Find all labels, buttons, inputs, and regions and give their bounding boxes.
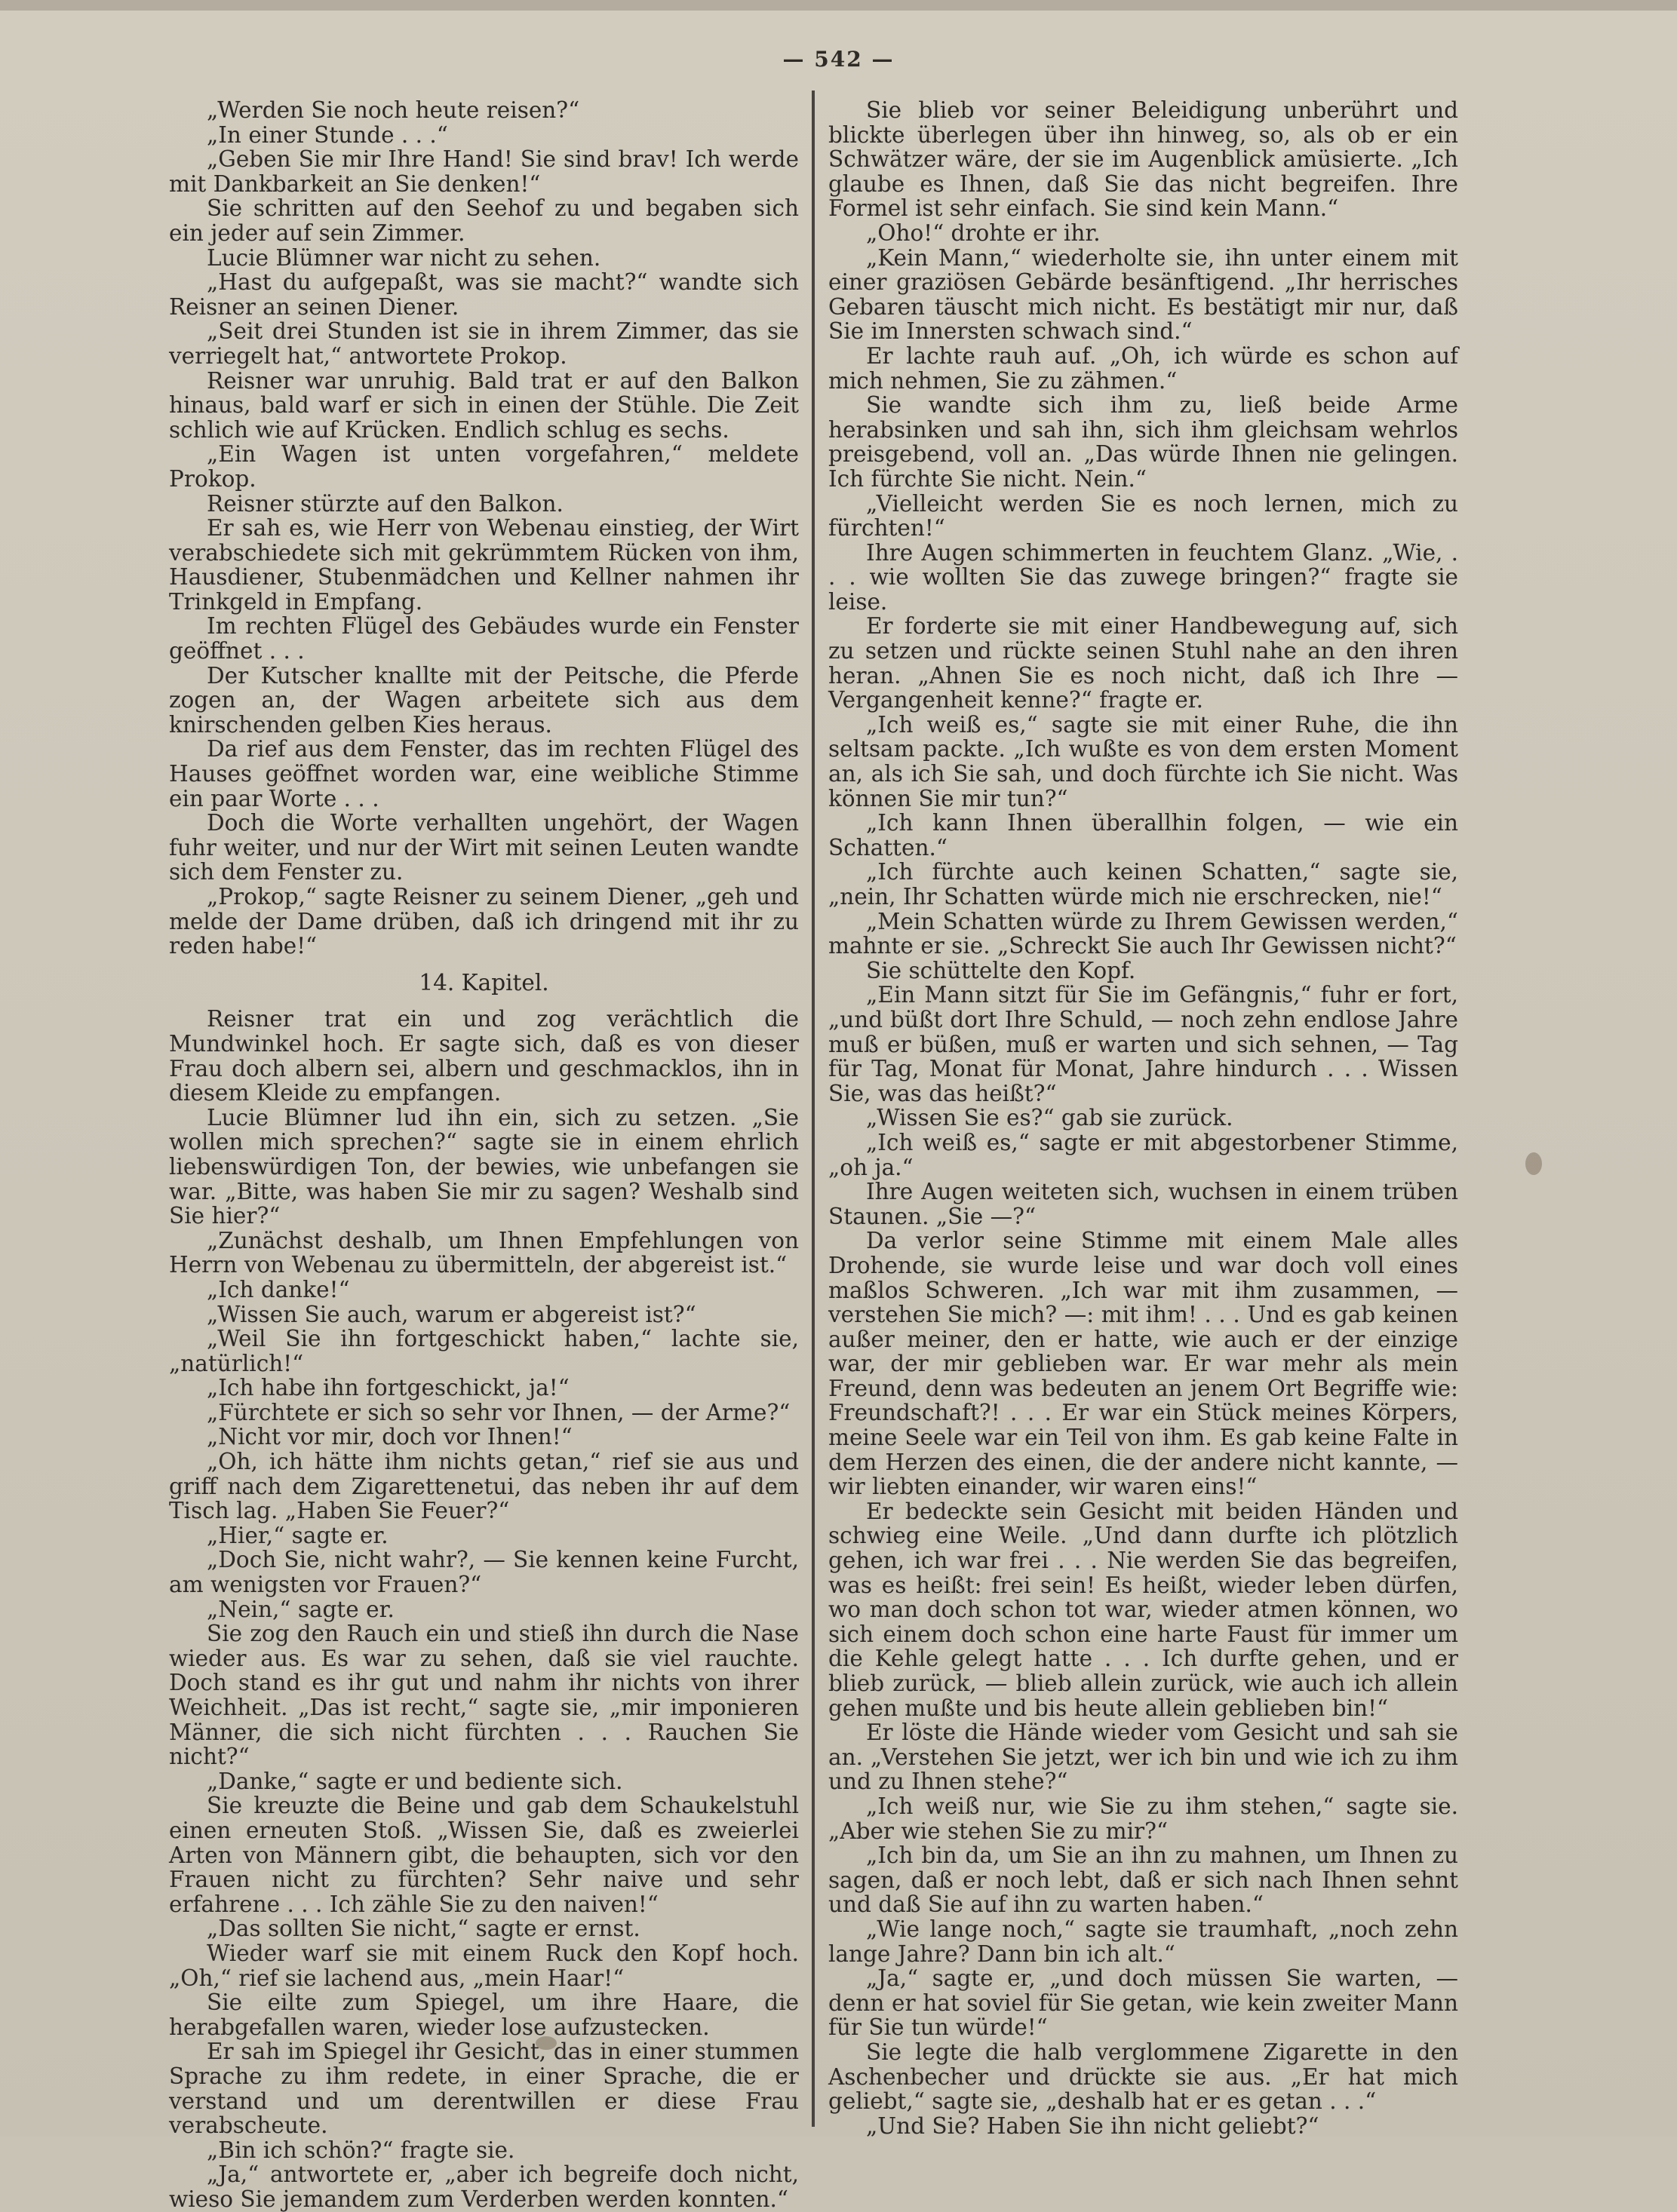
paragraph: Sie kreuzte die Beine und gab dem Schaukelstuhl einen erneuten Stoß. „Wissen Sie, daß es zweierlei Arten von Männern gibt, die behaupten, sich vor den Frauen nicht zu fürchten? Sehr naive und sehr erfahrene . . . Ich zähle Sie zu den naiven!“ xyxy=(169,1793,799,1917)
paper-stain xyxy=(1525,1152,1542,1175)
right-column xyxy=(828,98,1458,2138)
paragraph: „Wie lange noch,“ sagte sie traumhaft, „noch zehn lange Jahre? Dann bin ich alt.“ xyxy=(828,1916,1458,1967)
paragraph: Sie legte die halb verglommene Zigarette in den Aschenbecher und drückte sie aus. „Er hat mich geliebt,“ sagte sie, „deshalb hat er es getan . . .“ xyxy=(828,2039,1458,2115)
paragraph: Sie schritten auf den Seehof zu und begaben sich ein jeder auf sein Zimmer. xyxy=(169,195,799,246)
paragraph: Ihre Augen weiteten sich, wuchsen in einem trüben Staunen. „Sie —?“ xyxy=(828,1179,1458,1229)
paragraph: „Wissen Sie auch, warum er abgereist ist?“ xyxy=(207,1301,696,1327)
paragraph: Doch die Worte verhallten ungehört, der Wagen fuhr weiter, und nur der Wirt mit seinen Leuten wandte sich dem Fenster zu. xyxy=(169,810,799,885)
paragraph: „Weil Sie ihn fortgeschickt haben,“ lachte sie, „natürlich!“ xyxy=(169,1326,799,1376)
paragraph: „Oho!“ drohte er ihr. xyxy=(866,219,1101,246)
paragraph: „Und Sie? Haben Sie ihn nicht geliebt?“ xyxy=(866,2112,1319,2139)
paragraph: Ihre Augen schimmerten in feuchtem Glanz. „Wie, . . . wie wollten Sie das zuwege bringen?“ fragte sie leise. xyxy=(828,539,1458,615)
paragraph: Sie blieb vor seiner Beleidigung unberührt und blickte überlegen über ihn hinweg, so, als ob er ein Schwätzer wäre, der sie im Augenblick amüsierte. „Ich glaube es Ihnen, daß Sie das nicht begreifen. Ihre Formel ist sehr einfach. Sie sind kein Mann.“ xyxy=(828,97,1458,222)
paragraph: Sie eilte zum Spiegel, um ihre Haare, die herabgefallen waren, wieder lose aufzustecken. xyxy=(169,1990,799,2040)
paragraph: „Seit drei Stunden ist sie in ihrem Zimmer, das sie verriegelt hat,“ antwortete Prokop. xyxy=(169,318,799,369)
paragraph: „Ich danke!“ xyxy=(207,1276,350,1302)
paragraph: „Wissen Sie es?“ gab sie zurück. xyxy=(866,1105,1233,1131)
paragraph: Da rief aus dem Fenster, das im rechten Flügel des Hauses geöffnet worden war, eine weibliche Stimme ein paar Worte . . . xyxy=(169,736,799,811)
paragraph: „Kein Mann,“ wiederholte sie, ihn unter einem mit einer graziösen Gebärde besänftigend. „Ihr herrisches Gebaren täuscht mich nicht. Es bestätigt mir nur, daß Sie im Innersten schwach sind.“ xyxy=(828,244,1458,345)
paragraph: „Fürchtete er sich so sehr vor Ihnen, — der Arme?“ xyxy=(207,1399,791,1425)
paragraph: „Ich weiß nur, wie Sie zu ihm stehen,“ sagte sie. „Aber wie stehen Sie zu mir?“ xyxy=(828,1793,1458,1844)
paragraph: Der Kutscher knallte mit der Peitsche, die Pferde zogen an, der Wagen arbeitete sich aus dem knirschenden gelben Kies heraus. xyxy=(169,662,799,738)
paragraph: „Ich weiß es,“ sagte er mit abgestorbener Stimme, „oh ja.“ xyxy=(828,1129,1458,1180)
paragraph: „Ein Wagen ist unten vorgefahren,“ meldete Prokop. xyxy=(169,441,799,492)
paragraph: Er sah im Spiegel ihr Gesicht, das in einer stummen Sprache zu ihm redete, in einer Sprache, die er verstand und um derentwillen er diese Frau verabscheute. xyxy=(169,2039,799,2139)
paragraph: Da verlor seine Stimme mit einem Male alles Drohende, sie wurde leise und war doch voll eines maßlos Schweren. „Ich war mit ihm zusammen, — verstehen Sie mich? —: mit ihm! . . . Und es gab keinen außer meiner, den er hatte, wie auch er der einzige war, der mir geblieben war. Er war mehr als mein Freund, denn was bedeuten an jenem Ort Begriffe wie: Freundschaft?! . . . Er war ein Stück meines Körpers, meine Seele war ein Teil von ihm. Es gab keine Falte in dem Herzen des einen, die der andere nicht kannte, — wir liebten einander, wir waren eins!“ xyxy=(828,1228,1458,1500)
paragraph: Reisner war unruhig. Bald trat er auf den Balkon hinaus, bald warf er sich in einen der Stühle. Die Zeit schlich wie auf Krücken. Endlich schlug es sechs. xyxy=(169,367,799,443)
paragraph: „Nein,“ sagte er. xyxy=(207,1596,395,1622)
paragraph: „Mein Schatten würde zu Ihrem Gewissen werden,“ mahnte er sie. „Schreckt Sie auch Ihr Gewissen nicht?“ xyxy=(828,908,1458,959)
paragraph: Er bedeckte sein Gesicht mit beiden Händen und schwieg eine Weile. „Und dann durfte ich plötzlich gehen, ich war frei . . . Nie werden Sie das begreifen, was es heißt: frei sein! Es heißt, wieder leben dürfen, wo man doch schon tot war, wieder atmen können, wo sich einem doch schon eine harte Faust für immer um die Kehle gelegt hatte . . . Ich durfte gehen, und er blieb zurück, — blieb allein zurück, wie auch ich allein gehen mußte und bis heute allein geblieben bin!“ xyxy=(828,1498,1458,1721)
paragraph: „Ja,“ antwortete er, „aber ich begreife doch nicht, wieso Sie jemandem zum Verderben werden konnten.“ xyxy=(169,2161,799,2212)
paragraph: „Ich bin da, um Sie an ihn zu mahnen, um Ihnen zu sagen, daß er noch lebt, daß er sich nach Ihnen sehnt und daß Sie auf ihn zu warten haben.“ xyxy=(828,1842,1458,1918)
paragraph: Im rechten Flügel des Gebäudes wurde ein Fenster geöffnet . . . xyxy=(169,613,799,664)
page-top-edge xyxy=(0,0,1677,11)
paragraph: „Hier,“ sagte er. xyxy=(207,1522,389,1548)
paper-stain xyxy=(536,2036,557,2050)
paragraph: „Ich habe ihn fortgeschickt, ja!“ xyxy=(207,1375,570,1401)
page-number: — 542 — xyxy=(782,47,895,72)
paragraph: „Oh, ich hätte ihm nichts getan,“ rief sie aus und griff nach dem Zigarettenetui, das neben ihr auf dem Tisch lag. „Haben Sie Feuer?“ xyxy=(169,1449,799,1524)
chapter-heading: 14. Kapitel. xyxy=(419,969,549,996)
paragraph: „Werden Sie noch heute reisen?“ xyxy=(207,97,580,123)
left-column xyxy=(169,98,799,2211)
paragraph: „Hast du aufgepaßt, was sie macht?“ wandte sich Reisner an seinen Diener. xyxy=(169,269,799,320)
paragraph: „Das sollten Sie nicht,“ sagte er ernst. xyxy=(207,1916,640,1942)
paragraph: Er forderte sie mit einer Handbewegung auf, sich zu setzen und rückte seinen Stuhl nahe an den ihren heran. „Ahnen Sie es noch nicht, daß ich Ihre — Vergangenheit kenne?“ fragte er. xyxy=(828,613,1458,713)
paragraph: „Bin ich schön?“ fragte sie. xyxy=(207,2137,515,2163)
paragraph: „Ich fürchte auch keinen Schatten,“ sagte sie, „nein, Ihr Schatten würde mich nie erschrecken, nie!“ xyxy=(828,859,1458,910)
paragraph: Er sah es, wie Herr von Webenau einstieg, der Wirt verabschiedete sich mit gekrümmtem Rücken von ihm, Hausdiener, Stubenmädchen und Kellner nahmen ihr Trinkgeld in Empfang. xyxy=(169,515,799,615)
paragraph: „Ja,“ sagte er, „und doch müssen Sie warten, — denn er hat soviel für Sie getan, wie kein zweiter Mann für Sie tun würde!“ xyxy=(828,1965,1458,2041)
paragraph: Er lachte rauh auf. „Oh, ich würde es schon auf mich nehmen, Sie zu zähmen.“ xyxy=(828,342,1458,394)
paragraph: „Ich kann Ihnen überallhin folgen, — wie ein Schatten.“ xyxy=(828,810,1458,861)
paragraph: „Doch Sie, nicht wahr?, — Sie kennen keine Furcht, am wenigsten vor Frauen?“ xyxy=(169,1547,799,1598)
paragraph: „Ich weiß es,“ sagte sie mit einer Ruhe, die ihn seltsam packte. „Ich wußte es von dem ersten Moment an, als ich Sie sah, und doch fürchte ich Sie nicht. Was können Sie mir tun?“ xyxy=(828,711,1458,811)
paragraph: „Vielleicht werden Sie es noch lernen, mich zu fürchten!“ xyxy=(828,490,1458,541)
paragraph: Reisner trat ein und zog verächtlich die Mundwinkel hoch. Er sagte sich, daß es von dieser Frau doch albern sei, albern und geschmacklos, ihn in diesem Kleide zu empfangen. xyxy=(169,1006,799,1106)
paragraph: „Geben Sie mir Ihre Hand! Sie sind brav! Ich werde mit Dankbarkeit an Sie denken!“ xyxy=(169,146,799,197)
left-column-chapter-text xyxy=(169,1007,799,2211)
paragraph: „Zunächst deshalb, um Ihnen Empfehlungen von Herrn von Webenau zu übermitteln, der abgereist ist.“ xyxy=(169,1227,799,1278)
paragraph: „Prokop,“ sagte Reisner zu seinem Diener, „geh und melde der Dame drüben, daß ich dringend mit ihr zu reden habe!“ xyxy=(169,884,799,959)
paragraph: Lucie Blümner war nicht zu sehen. xyxy=(207,244,601,271)
paragraph: Er löste die Hände wieder vom Gesicht und sah sie an. „Verstehen Sie jetzt, wer ich bin und wie ich zu ihm und zu Ihnen stehe?“ xyxy=(828,1720,1458,1795)
paragraph: Reisner stürzte auf den Balkon. xyxy=(207,490,564,517)
column-divider xyxy=(812,91,815,2127)
paragraph: „Ein Mann sitzt für Sie im Gefängnis,“ fuhr er fort, „und büßt dort Ihre Schuld, — noch zehn endlose Jahre muß er büßen, muß er warten und sich sehnen, — Tag für Tag, Monat für Monat, Jahre hindurch . . . Wissen Sie, was das heißt?“ xyxy=(828,982,1458,1106)
left-column-text xyxy=(169,98,799,959)
paragraph: Sie schüttelte den Kopf. xyxy=(866,957,1136,983)
paragraph: „In einer Stunde . . .“ xyxy=(207,121,448,148)
paragraph: Sie zog den Rauch ein und stieß ihn durch die Nase wieder aus. Es war zu sehen, daß sie viel rauchte. Doch stand es ihr gut und nahm ihr nichts von ihrer Weichheit. „Das ist recht,“ sagte sie, „mir imponieren Männer, die sich nicht fürchten . . . Rauchen Sie nicht?“ xyxy=(169,1621,799,1770)
right-column-text xyxy=(828,98,1458,2138)
paragraph: „Nicht vor mir, doch vor Ihnen!“ xyxy=(207,1424,573,1450)
paragraph: Wieder warf sie mit einem Ruck den Kopf hoch. „Oh,“ rief sie lachend aus, „mein Haar!“ xyxy=(169,1940,799,1991)
paragraph: „Danke,“ sagte er und bediente sich. xyxy=(207,1768,623,1794)
paragraph: Sie wandte sich ihm zu, ließ beide Arme herabsinken und sah ihn, sich ihm gleichsam wehrlos preisgebend, voll an. „Das würde Ihnen nie gelingen. Ich fürchte Sie nicht. Nein.“ xyxy=(828,392,1458,492)
paragraph: Lucie Blümner lud ihn ein, sich zu setzen. „Sie wollen mich sprechen?“ sagte sie in einem ehrlich liebenswürdigen Ton, der bewies, wie unbefangen sie war. „Bitte, was haben Sie mir zu sagen? Weshalb sind Sie hier?“ xyxy=(169,1104,799,1229)
